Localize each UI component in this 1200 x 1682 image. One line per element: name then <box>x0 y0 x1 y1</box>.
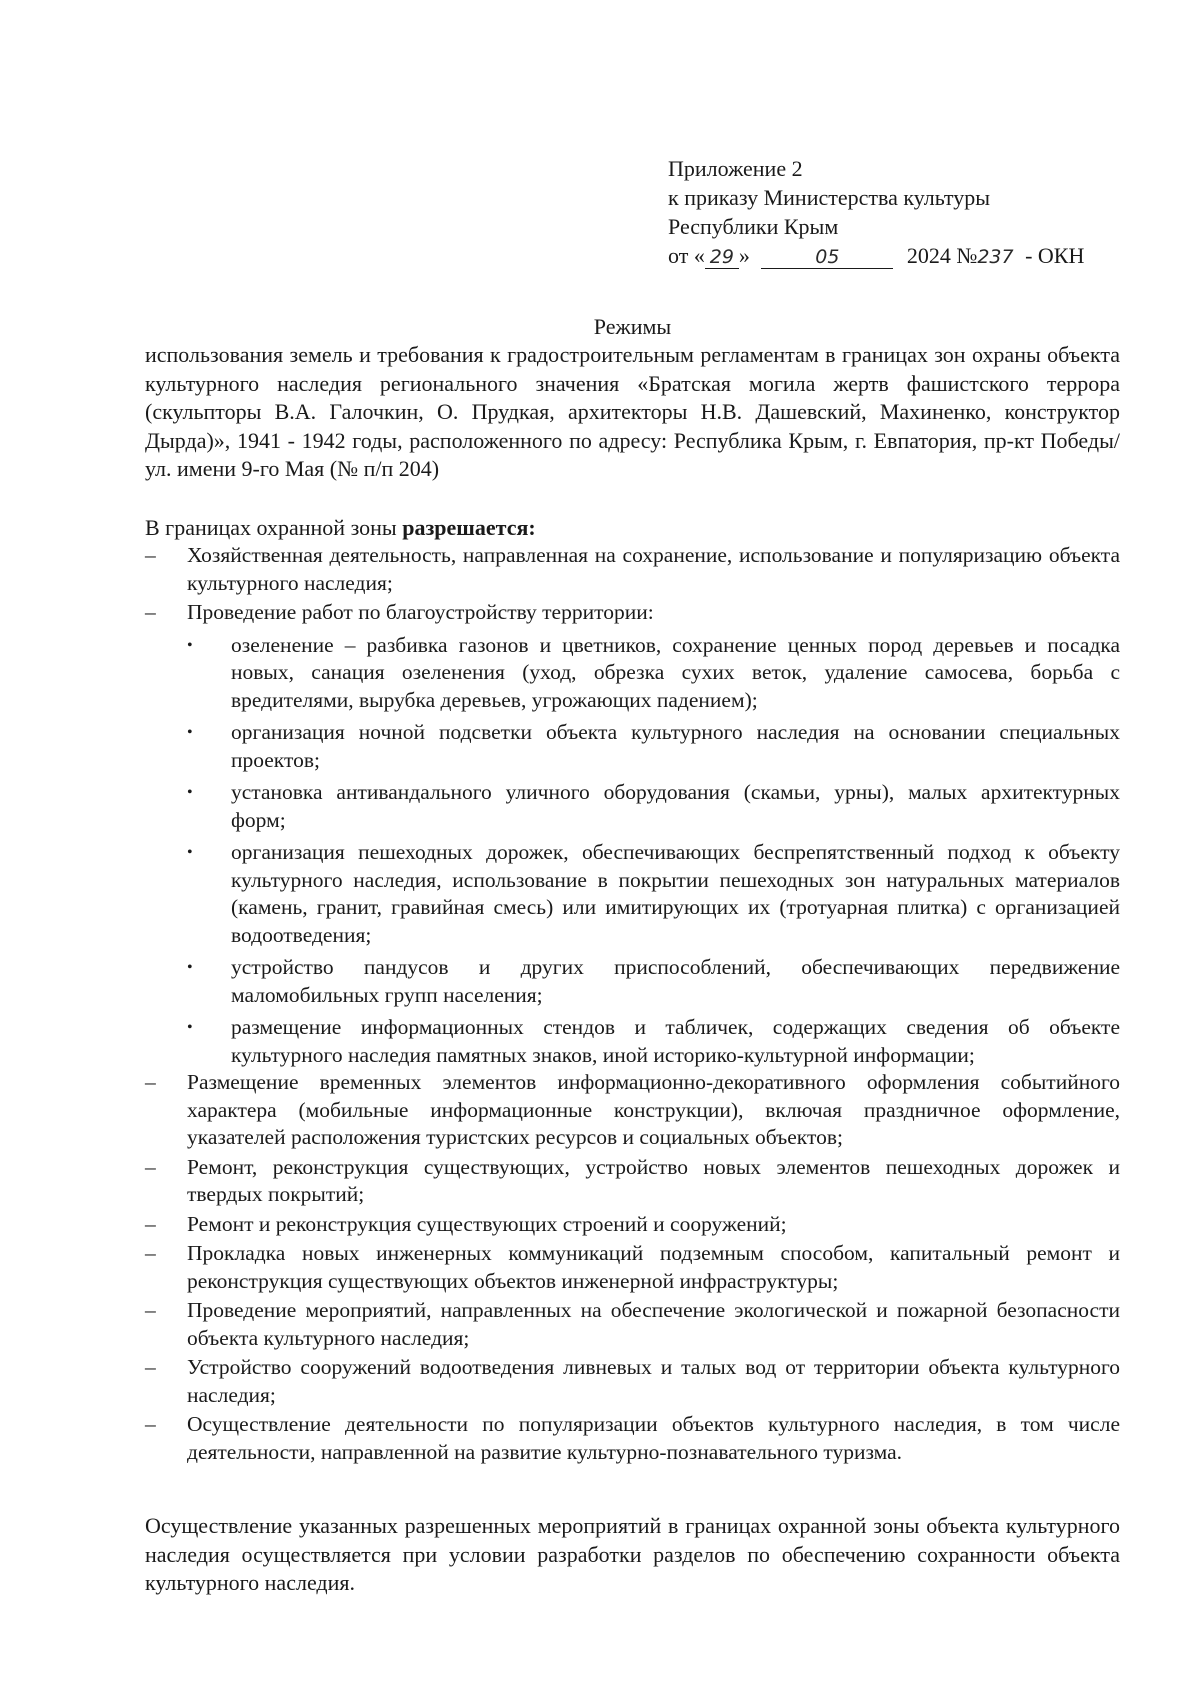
annex-line-3: Республики Крым <box>668 214 839 239</box>
dash-marker: – <box>145 600 156 624</box>
list-item <box>145 1297 1120 1352</box>
dash-marker: – <box>145 1355 156 1379</box>
sub-list-item <box>145 779 1120 834</box>
list-item <box>145 599 1120 627</box>
list-item <box>145 1069 1120 1152</box>
list-item-text: Проведение мероприятий, направленных на обеспечение экологической и пожарной безопасности объекта культурного наследия; <box>187 1298 1120 1350</box>
bullet-marker: • <box>187 724 193 741</box>
dash-marker: – <box>145 1070 156 1094</box>
allowed-heading-bold: разрешается: <box>402 515 536 540</box>
list-item <box>145 1354 1120 1409</box>
sub-list-item-text: организация ночной подсветки объекта культурного наследия на основании специальных проектов; <box>231 720 1120 772</box>
order-number-handwritten: 237 <box>977 246 1014 268</box>
sub-list-item <box>145 954 1120 1009</box>
list-item-text: Осуществление деятельности по популяризации объектов культурного наследия, в том числе деятельности, направленной на развитие культурно-познавательного туризма. <box>187 1412 1120 1464</box>
sub-list-item <box>145 839 1120 949</box>
dash-marker: – <box>145 1211 156 1236</box>
sub-list-item <box>145 1014 1120 1069</box>
list-item-text: Устройство сооружений водоотведения ливневых и талых вод от территории объекта культурного наследия; <box>187 1355 1120 1407</box>
sub-list-item-text: установка антивандального уличного оборудования (скамьи, урны), малых архитектурных форм; <box>231 780 1120 832</box>
list-item-text: Проведение работ по благоустройству территории: <box>187 600 654 624</box>
allowed-heading <box>145 514 1120 542</box>
bullet-marker: • <box>187 844 193 861</box>
order-suffix: - ОКН <box>1025 243 1085 268</box>
annex-line-2: к приказу Министерства культуры <box>668 185 991 210</box>
list-item <box>145 1154 1120 1209</box>
annex-block <box>668 154 1148 272</box>
month-field <box>761 245 893 269</box>
month-handwritten: 05 <box>815 246 840 268</box>
list-item <box>145 1411 1120 1466</box>
dash-marker: – <box>145 1412 156 1436</box>
list-item <box>145 1211 1120 1239</box>
sub-list-item-text: устройство пандусов и других приспособлений, обеспечивающих передвижение маломобильных групп населения; <box>231 955 1120 1007</box>
list-item-text: Хозяйственная деятельность, направленная на сохранение, использование и популяризацию объекта культурного наследия; <box>187 543 1120 595</box>
list-item-text: Размещение временных элементов информационно-декоративного оформления событийного характера (мобильные информационные конструкции), включая праздничное оформление, указателей расположения туристских ресурсов и социальных объектов; <box>187 1070 1120 1149</box>
dash-marker: – <box>145 1241 156 1265</box>
list-item-text: Ремонт и реконструкция существующих строений и сооружений; <box>187 1211 787 1236</box>
list-item-text: Прокладка новых инженерных коммуникаций подземным способом, капитальный ремонт и реконструкция существующих объектов инженерной инфраструктуры; <box>187 1241 1120 1293</box>
dash-marker: – <box>145 1154 156 1179</box>
quote-close: » <box>738 243 750 268</box>
bullet-marker: • <box>187 959 193 976</box>
sub-list-item-text: организация пешеходных дорожек, обеспечивающих беспрепятственный подход к объекту культурного наследия, использование в покрытии пешеходных зон натуральных материалов (камень, гранит, гравийная смесь) или имитирующих их (тротуарная плитка) с организацией водоотведения; <box>231 840 1120 947</box>
document-title: Режимы <box>593 314 672 339</box>
allowed-list <box>145 542 1120 1466</box>
list-item <box>145 1240 1120 1295</box>
final-paragraph: Осуществление указанных разрешенных мероприятий в границах охранной зоны объекта культурного наследия осуществляется при условии разработки разделов по обеспечению сохранности объекта культурного наследия. <box>145 1513 1120 1595</box>
sub-list-item-text: озеленение – разбивка газонов и цветников, сохранение ценных пород деревьев и посадка новых, санация озеленения (уход, обрезка сухих веток, удаление самосева, борьба с вредителями, вырубка деревьев, угрожающих падением); <box>231 632 1120 712</box>
sub-list-item-text: размещение информационных стендов и табличек, содержащих сведения об объекте культурного наследия памятных знаков, иной историко-культурной информации; <box>231 1015 1120 1067</box>
annex-line-1: Приложение 2 <box>668 156 803 181</box>
dash-marker: – <box>145 543 156 567</box>
bullet-marker: • <box>187 636 193 654</box>
sub-list-item <box>145 632 1120 715</box>
day-handwritten: 29 <box>709 246 734 268</box>
preamble-paragraph: использования земель и требования к градостроительным регламентам в границах зон охраны объекта культурного наследия регионального значения «Братская могила жертв фашистского террора (скульпторы В.А. Галочкин, О. Прудкая, архитекторы Н.В. Дашевский, Махиненко, конструктор Дырда)», 1941 - 1942 годы, расположенного по адресу: Республика Крым, г. Евпатория, пр-кт Победы/ул. имени 9-го Мая (№ п/п 204) <box>145 342 1120 481</box>
bullet-marker: • <box>187 784 193 801</box>
day-field <box>705 245 739 269</box>
allowed-heading-prefix: В границах охранной зоны <box>145 515 403 540</box>
order-year: 2024 № <box>906 243 978 268</box>
date-prefix: от « <box>668 243 705 268</box>
sub-list-item <box>145 719 1120 774</box>
dash-marker: – <box>145 1298 156 1322</box>
list-item <box>145 542 1120 597</box>
annex-date-line <box>668 241 1148 272</box>
list-item-text: Ремонт, реконструкция существующих, устройство новых элементов пешеходных дорожек и твердых покрытий; <box>187 1154 1120 1206</box>
bullet-marker: • <box>187 1019 193 1036</box>
